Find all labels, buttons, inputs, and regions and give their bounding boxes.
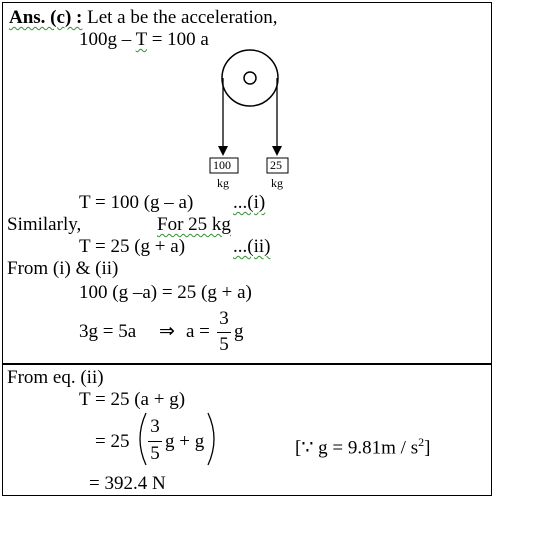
right-paren [208,413,214,465]
mass-label-right: 25 [270,158,282,172]
sub-rest: g + g [165,431,205,452]
equation-i: T = 100 (g – a) [79,192,194,213]
gravity-note: [∵ $g = 9.81m / s^2$] [295,435,431,459]
mass-label-left: 100 [213,158,231,172]
fraction-numerator: 3 [219,308,229,329]
arrow-right [272,146,282,156]
combined-equation: 100 (g –a) = 25 (g + a) [79,282,252,303]
from-eq-ii-text: From eq. (ii) [7,367,104,388]
pulley-axle [244,72,256,84]
fraction-variable: g [234,321,244,342]
for-25kg-text: For 25 kg [157,214,231,235]
unit-label-left: kg [217,176,229,190]
unit-label-right: kg [271,176,283,190]
fraction-bar [217,332,231,333]
left-paren [140,413,146,465]
heading-text: Let a be the acceleration, [87,7,278,28]
solution-box-top [2,2,492,364]
answer-label: Ans. (c) : [9,7,83,28]
implies-symbol: ⇒ [159,321,175,342]
equation-i-tag: ...(i) [233,192,266,213]
sub-numerator: 3 [150,416,160,437]
from-i-ii-text: From (i) & (ii) [7,258,119,279]
fraction-denominator: 5 [219,334,229,355]
sub-denominator: 5 [150,443,160,464]
arrow-left [218,146,228,156]
solution-box-bottom [2,364,492,496]
final-answer: = 392.4 N [89,473,166,494]
equation-ii: T = 25 (g + a) [79,236,186,257]
pulley-diagram [3,3,493,365]
result-lhs: 3g = 5a [79,321,137,342]
equation-force-100: 100g – T = 100 a [79,29,209,50]
pulley-wheel [222,50,278,106]
a-equals: a = [186,321,210,342]
sub-prefix: = 25 [95,431,130,452]
equation-t-substituted: T = 25 (a + g) [79,389,186,410]
similarly-text: Similarly, [7,214,82,235]
sub-fraction-bar [148,441,162,442]
equation-ii-tag: ...(ii) [233,236,271,257]
